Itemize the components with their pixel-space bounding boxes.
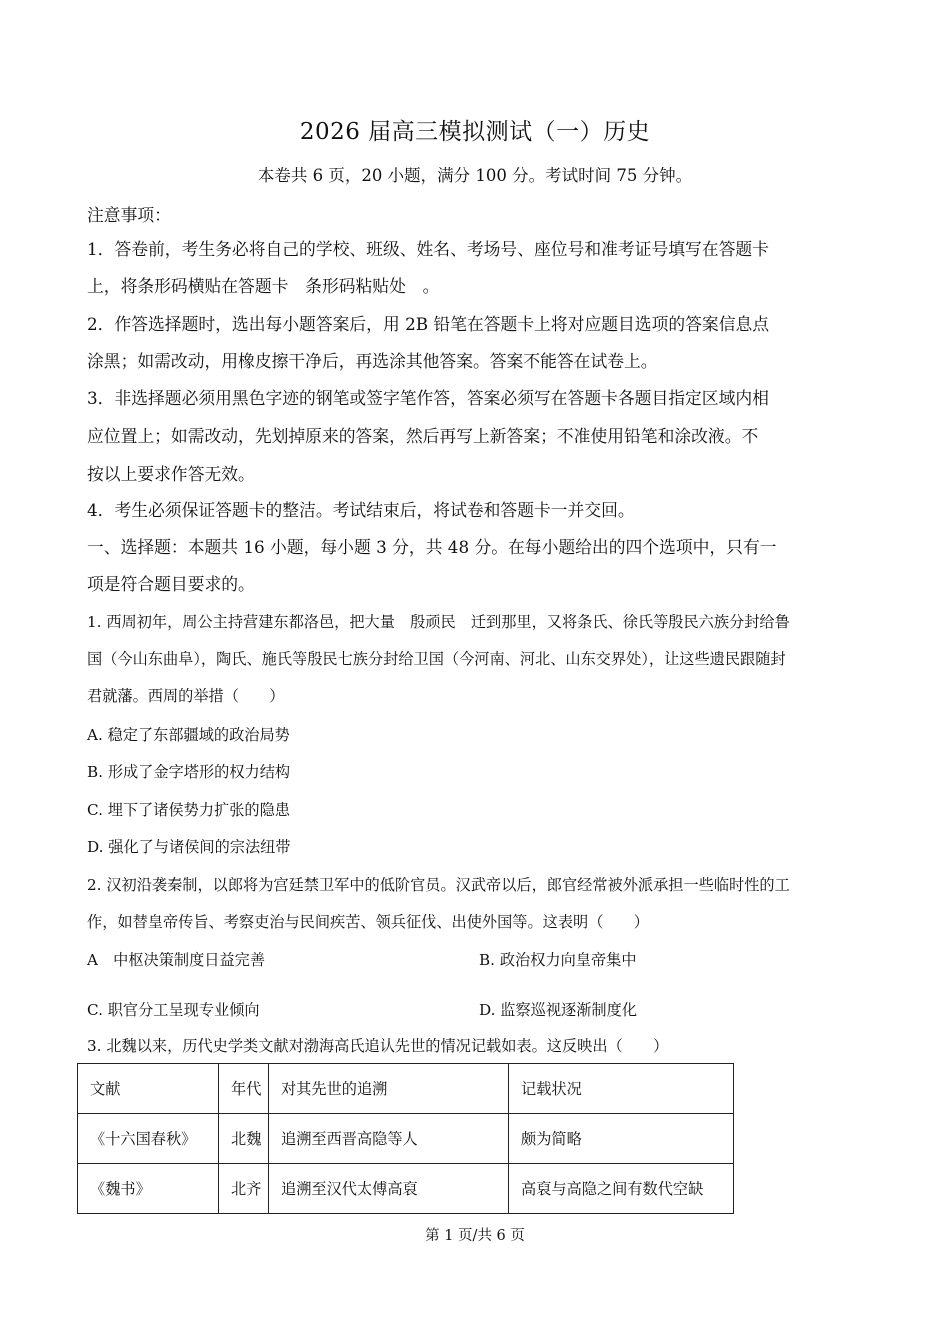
question-1-option-c: C. 埋下了诸侯势力扩张的隐患 [87,801,290,819]
notice-line: 1．答卷前，考生务必将自己的学校、班级、姓名、考场号、座位号和准考证号填写在答题卡 [87,239,769,259]
notice-heading: 注意事项： [87,205,171,225]
notice-line: 3．非选择题必须用黑色字迹的钢笔或签字笔作答，答案必须写在答题卡各题目指定区域内相 [87,388,769,408]
notice-line: 上，将条形码横贴在答题卡 条形码粘贴处 。 [87,276,440,296]
question-3-table [77,1063,734,1214]
question-2-option-d: D. 监察巡视逐渐制度化 [479,1001,637,1019]
table-row [78,1114,734,1164]
question-1-stem: 国（今山东曲阜），陶氏、施氏等殷民七族分封给卫国（今河南、河北、山东交界处），让这些遗民跟随封 [87,650,786,668]
notice-line: 按以上要求作答无效。 [87,464,255,484]
table-cell: 《十六国春秋》 [78,1114,219,1164]
table-header-cell: 年代 [219,1064,269,1114]
table-cell: 颇为简略 [509,1114,734,1164]
table-header-cell: 文献 [78,1064,219,1114]
question-2-option-b: B. 政治权力向皇帝集中 [479,951,637,969]
question-2-option-a: A 中枢决策制度日益完善 [87,951,266,969]
table-header-cell: 记载状况 [509,1064,734,1114]
notice-line: 涂黑；如需改动，用橡皮擦干净后，再选涂其他答案。答案不能答在试卷上。 [87,351,658,371]
section-heading: 一、选择题：本题共 16 小题，每小题 3 分，共 48 分。在每小题给出的四个选项中，只有一 [87,537,777,557]
table-cell: 高裒与高隐之间有数代空缺 [509,1164,734,1214]
table-cell: 追溯至西晋高隐等人 [269,1114,509,1164]
table-cell: 北齐 [219,1164,269,1214]
question-1-option-b: B. 形成了金字塔形的权力结构 [87,763,291,781]
table-cell: 北魏 [219,1114,269,1164]
exam-info: 本卷共 6 页，20 小题，满分 100 分。考试时间 75 分钟。 [257,166,693,185]
table-header-cell: 对其先世的追溯 [269,1064,509,1114]
question-2-option-c: C. 职官分工呈现专业倾向 [87,1001,260,1019]
table-cell: 追溯至汉代太傅高裒 [269,1164,509,1214]
table-header-row [78,1064,734,1114]
question-1-stem: 1. 西周初年，周公主持营建东都洛邑，把大量 殷顽民 迁到那里，又将条氏、徐氏等殷民六族分封给鲁 [87,613,790,631]
question-1-option-a: A. 稳定了东部疆域的政治局势 [87,726,290,744]
notice-line: 2．作答选择题时，选出每小题答案后，用 2B 铅笔在答题卡上将对应题目选项的答案信息点 [87,314,770,334]
question-1-stem: 君就藩。西周的举措（ ） [87,687,285,705]
page-title: 2026 届高三模拟测试（一）历史 [299,119,651,145]
question-2-stem: 2. 汉初沿袭秦制，以郎将为宫廷禁卫军中的低阶官员。汉武帝以后，郎官经常被外派承担一些临时性的工 [87,876,790,894]
section-heading-cont: 项是符合题目要求的。 [87,574,255,594]
notice-line: 应位置上；如需改动，先划掉原来的答案，然后再写上新答案；不准使用铅笔和涂改液。不 [87,426,759,446]
notice-line: 4．考生必须保证答题卡的整洁。考试结束后，将试卷和答题卡一并交回。 [87,500,635,520]
question-1-option-d: D. 强化了与诸侯间的宗法纽带 [87,838,291,856]
table-cell: 《魏书》 [78,1164,219,1214]
table-row [78,1164,734,1214]
question-3-stem: 3. 北魏以来，历代史学类文献对渤海高氏追认先世的情况记载如表。这反映出（ ） [87,1037,669,1055]
page-number: 第 1 页/共 6 页 [425,1228,525,1244]
question-2-stem: 作，如替皇帝传旨、考察吏治与民间疾苦、领兵征伐、出使外国等。这表明（ ） [87,913,649,931]
